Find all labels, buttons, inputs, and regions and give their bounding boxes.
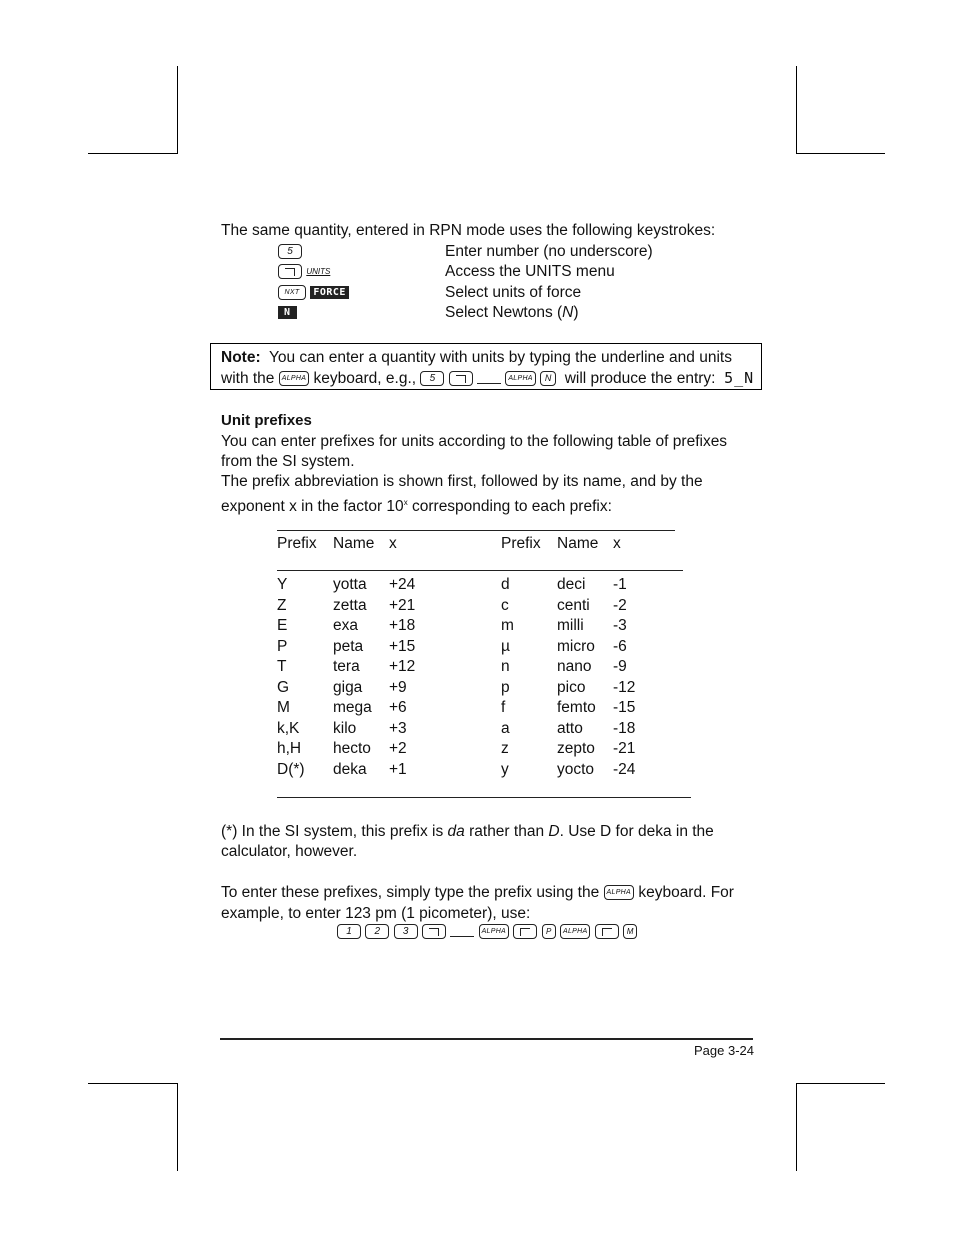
paragraph: The prefix abbreviation is shown first, followed by its name, and by the	[221, 473, 703, 490]
table-cell: h,H	[277, 740, 302, 757]
table-cell: z	[501, 740, 509, 757]
table-cell: E	[277, 617, 288, 634]
key-5: 5	[420, 371, 444, 386]
crop-mark	[796, 1083, 797, 1171]
table-cell: +24	[389, 576, 416, 593]
crop-mark	[796, 66, 797, 154]
table-rule-top	[277, 530, 675, 531]
table-cell: m	[501, 617, 514, 634]
table-cell: yocto	[557, 760, 595, 778]
table-cell: tera	[333, 658, 360, 675]
table-cell: -21	[613, 740, 636, 757]
table-cell: D(*)	[277, 760, 305, 778]
table-cell: hecto	[333, 740, 371, 757]
note-line-2: with the ALPHA keyboard, e.g., 5 ALPHA N will produce the entry: 5_N	[221, 369, 755, 387]
table-cell: T	[277, 658, 287, 675]
table-cell: +15	[389, 637, 416, 655]
table-cell: zetta	[333, 596, 367, 614]
table-cell: nano	[557, 658, 592, 675]
table-rule-bottom	[277, 797, 691, 798]
table-cell: -24	[613, 760, 636, 778]
table-cell: M	[277, 699, 290, 716]
right-shift-icon	[285, 268, 295, 276]
footnote: calculator, however.	[221, 843, 358, 860]
left-shift-key	[513, 924, 537, 939]
intro-text: The same quantity, entered in RPN mode uses the following keystrokes:	[221, 222, 716, 239]
crop-mark	[797, 1083, 885, 1084]
table-cell: kilo	[333, 719, 357, 737]
paragraph: To enter these prefixes, simply type the prefix using the ALPHA keyboard. For	[221, 884, 734, 901]
newton-menu-key: N	[278, 306, 297, 319]
right-shift-key	[422, 924, 446, 939]
keystroke-row	[278, 283, 349, 303]
right-shift-key	[449, 371, 473, 386]
table-cell: +9	[389, 678, 407, 696]
alpha-key: ALPHA	[505, 371, 535, 386]
keystroke-desc: Select units of force	[445, 284, 582, 301]
right-shift-key	[278, 264, 302, 279]
crop-mark	[88, 153, 177, 154]
table-cell: a	[501, 719, 510, 737]
key-m: M	[623, 924, 637, 939]
table-cell: femto	[557, 699, 596, 716]
table-cell: Z	[277, 596, 287, 614]
table-cell: -6	[613, 637, 627, 655]
table-cell: -2	[613, 596, 627, 614]
alpha-key: ALPHA	[479, 924, 509, 939]
table-cell: giga	[333, 678, 363, 696]
note-label: Note:	[221, 349, 261, 366]
crop-mark	[797, 153, 885, 154]
page-number: Page 3-24	[694, 1043, 754, 1058]
left-shift-icon	[520, 928, 530, 936]
table-cell: p	[501, 678, 510, 696]
table-cell: +18	[389, 617, 416, 634]
table-cell: +3	[389, 719, 407, 737]
table-cell: c	[501, 596, 509, 614]
underscore-icon	[450, 926, 474, 937]
table-cell: -12	[613, 678, 636, 696]
alpha-key: ALPHA	[604, 885, 634, 900]
table-cell: +2	[389, 740, 407, 757]
paragraph: exponent x in the factor 10$^x$ corresponding to each prefix:	[221, 498, 612, 516]
table-cell: Y	[277, 576, 288, 593]
left-shift-icon	[602, 928, 612, 936]
right-shift-icon	[429, 928, 439, 936]
crop-mark	[177, 1083, 178, 1171]
units-label: UNITS	[306, 267, 331, 276]
table-cell: centi	[557, 596, 590, 614]
table-cell: zepto	[557, 740, 595, 757]
paragraph: example, to enter 123 pm (1 picometer), use:	[221, 905, 531, 922]
table-cell: y	[501, 760, 509, 778]
table-cell: deka	[333, 760, 367, 778]
table-cell: µ	[501, 637, 510, 655]
table-cell: milli	[557, 617, 584, 634]
keystroke-desc: Select Newtons (N)	[445, 304, 579, 321]
table-cell: k,K	[277, 719, 300, 737]
underscore-icon	[477, 373, 501, 384]
example-keystrokes	[337, 922, 637, 942]
note-line-1: Note: You can enter a quantity with units by typing the underline and units	[221, 349, 732, 366]
table-cell: -3	[613, 617, 627, 634]
table-cell: micro	[557, 637, 595, 655]
crop-mark	[88, 1083, 177, 1084]
left-shift-key	[595, 924, 619, 939]
right-shift-icon	[456, 375, 466, 383]
section-title: Unit prefixes	[221, 412, 312, 429]
paragraph: You can enter prefixes for units according to the following table of prefixes	[221, 433, 728, 450]
table-cell: f	[501, 699, 506, 716]
table-cell: deci	[557, 576, 586, 593]
table-cell: d	[501, 576, 510, 593]
nxt-key: NXT	[278, 285, 306, 300]
table-cell: +12	[389, 658, 416, 675]
alpha-key: ALPHA	[279, 371, 309, 386]
paragraph: from the SI system.	[221, 453, 355, 470]
table-cell: -18	[613, 719, 636, 737]
table-cell: n	[501, 658, 510, 675]
keystroke-desc: Enter number (no underscore)	[445, 243, 653, 260]
key-p: P	[542, 924, 556, 939]
entry-display: 5_N	[724, 369, 755, 387]
keystroke-row	[278, 303, 297, 323]
table-cell: peta	[333, 637, 364, 655]
table-cell: -15	[613, 699, 636, 716]
footer-rule	[220, 1038, 753, 1040]
table-cell: atto	[557, 719, 583, 737]
key-n: N	[540, 371, 556, 386]
key-3: 3	[394, 924, 418, 939]
keystroke-row	[278, 242, 302, 262]
table-rule-header	[277, 570, 683, 571]
table-cell: +1	[389, 760, 407, 778]
table-cell: P	[277, 637, 288, 655]
table-cell: +21	[389, 596, 416, 614]
footnote: (*) In the SI system, this prefix is da rather than D. Use D for deka in the	[221, 823, 714, 840]
alpha-key: ALPHA	[560, 924, 590, 939]
force-menu-key: FORCE	[310, 286, 349, 299]
table-cell: exa	[333, 617, 358, 634]
table-cell: pico	[557, 678, 586, 696]
key-2: 2	[365, 924, 389, 939]
table-cell: mega	[333, 699, 372, 716]
crop-mark	[177, 66, 178, 154]
key-5: 5	[278, 244, 302, 259]
keystroke-row	[278, 262, 330, 282]
keystroke-desc: Access the UNITS menu	[445, 263, 615, 280]
table-cell: G	[277, 678, 290, 696]
table-cell: -1	[613, 576, 627, 593]
table-cell: -9	[613, 658, 627, 675]
table-cell: +6	[389, 699, 407, 716]
table-cell: yotta	[333, 576, 367, 593]
key-1: 1	[337, 924, 361, 939]
